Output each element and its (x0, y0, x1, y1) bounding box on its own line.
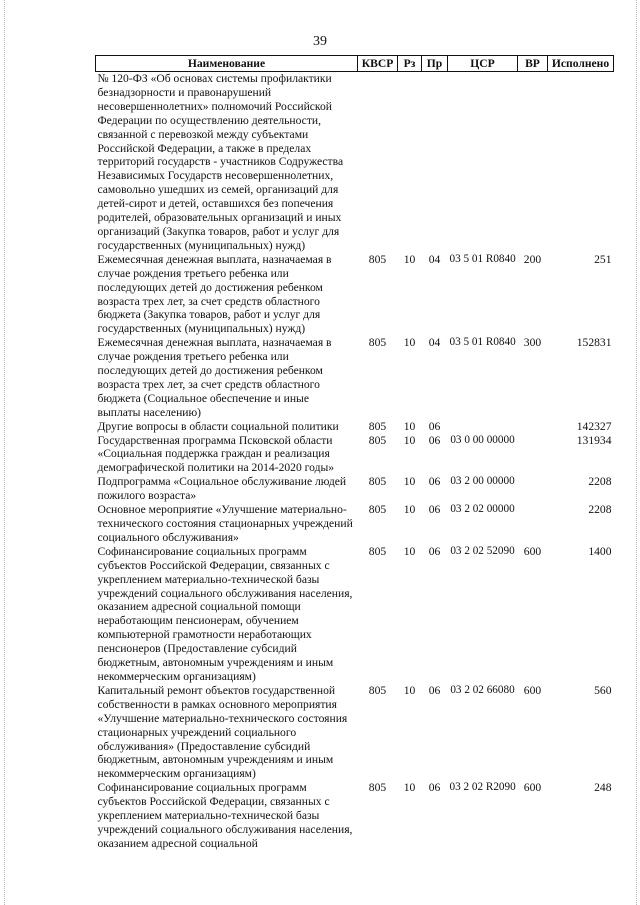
cell-vr: 600 (523, 781, 542, 795)
cell-pr: 06 (428, 683, 441, 697)
cell-pr: 06 (428, 781, 441, 795)
cell-rz: 10 (403, 544, 416, 558)
header-name: Наименование (96, 56, 358, 72)
cell-vr (518, 72, 548, 253)
table-row (96, 434, 614, 476)
cell-kvsr: 805 (368, 683, 387, 697)
cell-vr (518, 434, 548, 476)
cell-csr (448, 72, 518, 253)
table-row (96, 684, 614, 781)
cell-csr: 03 2 02 52090 (450, 544, 515, 557)
cell-isp: 2208 (588, 503, 612, 517)
table-row (96, 72, 614, 253)
cell-name: Подпрограмма «Социальное обслуживание людей пожилого возраста» (97, 475, 347, 503)
cell-name: Капитальный ремонт объектов государственной собственности в рамках основного мероприятия «Улучшение материально-технического состояния стационарных учреждений социального обслуживания» (Предоставление субсидий бюджетным, автономным учреждениям и иным некоммерческим организациям) (97, 683, 348, 781)
cell-kvsr: 805 (368, 781, 387, 795)
cell-pr: 06 (428, 544, 441, 558)
cell-isp: 248 (594, 781, 612, 795)
cell-rz: 10 (403, 433, 416, 447)
cell-pr: 04 (428, 336, 441, 350)
cell-name: Другие вопросы в области социальной политики (97, 419, 339, 433)
cell-rz: 10 (403, 336, 416, 350)
cell-name: Ежемесячная денежная выплата, назначаемая в случае рождения третьего ребенка или последующих детей до достижения ребенком возраста трех лет, за счет средств областного бюджета (Социальное обеспечение и иные выплаты населению) (97, 336, 332, 419)
header-kvsr: КВСР (358, 56, 398, 72)
cell-rz: 10 (403, 683, 416, 697)
table-row (96, 253, 614, 336)
scan-left-edge (4, 0, 5, 905)
table-row (96, 781, 614, 851)
header-pr: Пр (422, 56, 448, 72)
cell-kvsr (358, 72, 398, 253)
cell-isp: 560 (594, 683, 612, 697)
cell-csr: 03 5 01 R0840 (449, 336, 516, 349)
cell-csr: 03 5 01 R0840 (449, 252, 516, 265)
cell-pr: 06 (428, 475, 441, 489)
header-isp: Исполнено (548, 56, 614, 72)
cell-kvsr: 805 (368, 336, 387, 350)
cell-isp: 142327 (576, 419, 612, 433)
table-row (96, 545, 614, 684)
cell-rz: 10 (403, 475, 416, 489)
page-number: 39 (313, 34, 327, 49)
cell-vr: 300 (523, 336, 542, 350)
cell-pr: 06 (428, 433, 441, 447)
cell-isp: 251 (594, 252, 612, 266)
header-csr: ЦСР (448, 56, 518, 72)
cell-vr (518, 475, 548, 503)
cell-kvsr: 805 (368, 252, 387, 266)
cell-kvsr: 805 (368, 433, 387, 447)
cell-csr: 03 2 02 00000 (450, 503, 515, 516)
table-row (96, 420, 614, 434)
cell-vr: 600 (523, 544, 542, 558)
cell-name: Государственная программа Псковской области «Социальная поддержка граждан и реализация демографической политики на 2014-2020 годы» (97, 433, 335, 475)
cell-kvsr: 805 (368, 503, 387, 517)
cell-name: Софинансирование социальных программ субъектов Российской Федерации, связанных с укреплением материально-технической базы учреждений социального обслуживания населения, оказанием адресной социальной помощи неработающим пенсионерам, обучением компьютерной грамотности неработающих пенсионеров (Предоставление субсидий бюджетным, автономным учреждениям и иным некоммерческим организациям) (97, 544, 353, 683)
cell-rz: 10 (403, 252, 416, 266)
cell-kvsr: 805 (368, 419, 387, 433)
cell-csr: 03 2 02 66080 (450, 683, 515, 696)
cell-isp: 131934 (576, 433, 612, 447)
cell-isp: 2208 (588, 475, 612, 489)
cell-vr: 200 (523, 252, 542, 266)
table-header-row (96, 56, 614, 72)
cell-csr (448, 420, 518, 434)
cell-pr: 06 (428, 503, 441, 517)
header-rz: Рз (398, 56, 422, 72)
cell-isp: 152831 (576, 336, 612, 350)
cell-rz: 10 (403, 781, 416, 795)
table-row (96, 475, 614, 503)
cell-vr (518, 503, 548, 545)
cell-pr (422, 72, 448, 253)
cell-pr: 04 (428, 252, 441, 266)
cell-isp (548, 72, 614, 253)
header-vr: ВР (518, 56, 548, 72)
cell-name: № 120-ФЗ «Об основах системы профилактики безнадзорности и правонарушений несовершеннолетних» полномочий Российской Федерации по осуществлению деятельности, связанной с перевозкой между субъектами Российской Федерации, а также в пределах территорий государств - участников Содружества Независимых Государств несовершеннолетних, самовольно ушедших из семей, организаций для детей-сирот и детей, оставшихся без попечения родителей, образовательных организаций и иных организаций (Закупка товаров, работ и услуг для государственных (муниципальных) нужд) (97, 72, 344, 252)
cell-pr: 06 (428, 419, 441, 433)
cell-kvsr: 805 (368, 475, 387, 489)
table-row (96, 336, 614, 419)
cell-kvsr: 805 (368, 544, 387, 558)
cell-rz (398, 72, 422, 253)
cell-rz: 10 (403, 503, 416, 517)
cell-vr: 600 (523, 683, 542, 697)
cell-name: Основное мероприятие «Улучшение материально-технического состояния стационарных учреждений социального обслуживания» (97, 503, 353, 544)
cell-isp: 1400 (588, 544, 612, 558)
scan-right-edge (636, 0, 637, 905)
cell-name: Ежемесячная денежная выплата, назначаемая в случае рождения третьего ребенка или последующих детей до достижения ребенком возраста трех лет, за счет средств областного бюджета (Закупка товаров, работ и услуг для государственных (муниципальных) нужд) (97, 252, 332, 336)
cell-csr: 03 0 00 00000 (450, 433, 515, 446)
cell-csr: 03 2 02 R2090 (449, 781, 516, 794)
cell-vr (518, 420, 548, 434)
cell-csr: 03 2 00 00000 (450, 475, 515, 488)
cell-name: Софинансирование социальных программ субъектов Российской Федерации, связанных с укреплением материально-технической базы учреждений социального обслуживания населения, оказанием адресной социальной (97, 781, 353, 850)
budget-table (95, 55, 614, 851)
table-row (96, 503, 614, 545)
cell-rz: 10 (403, 419, 416, 433)
